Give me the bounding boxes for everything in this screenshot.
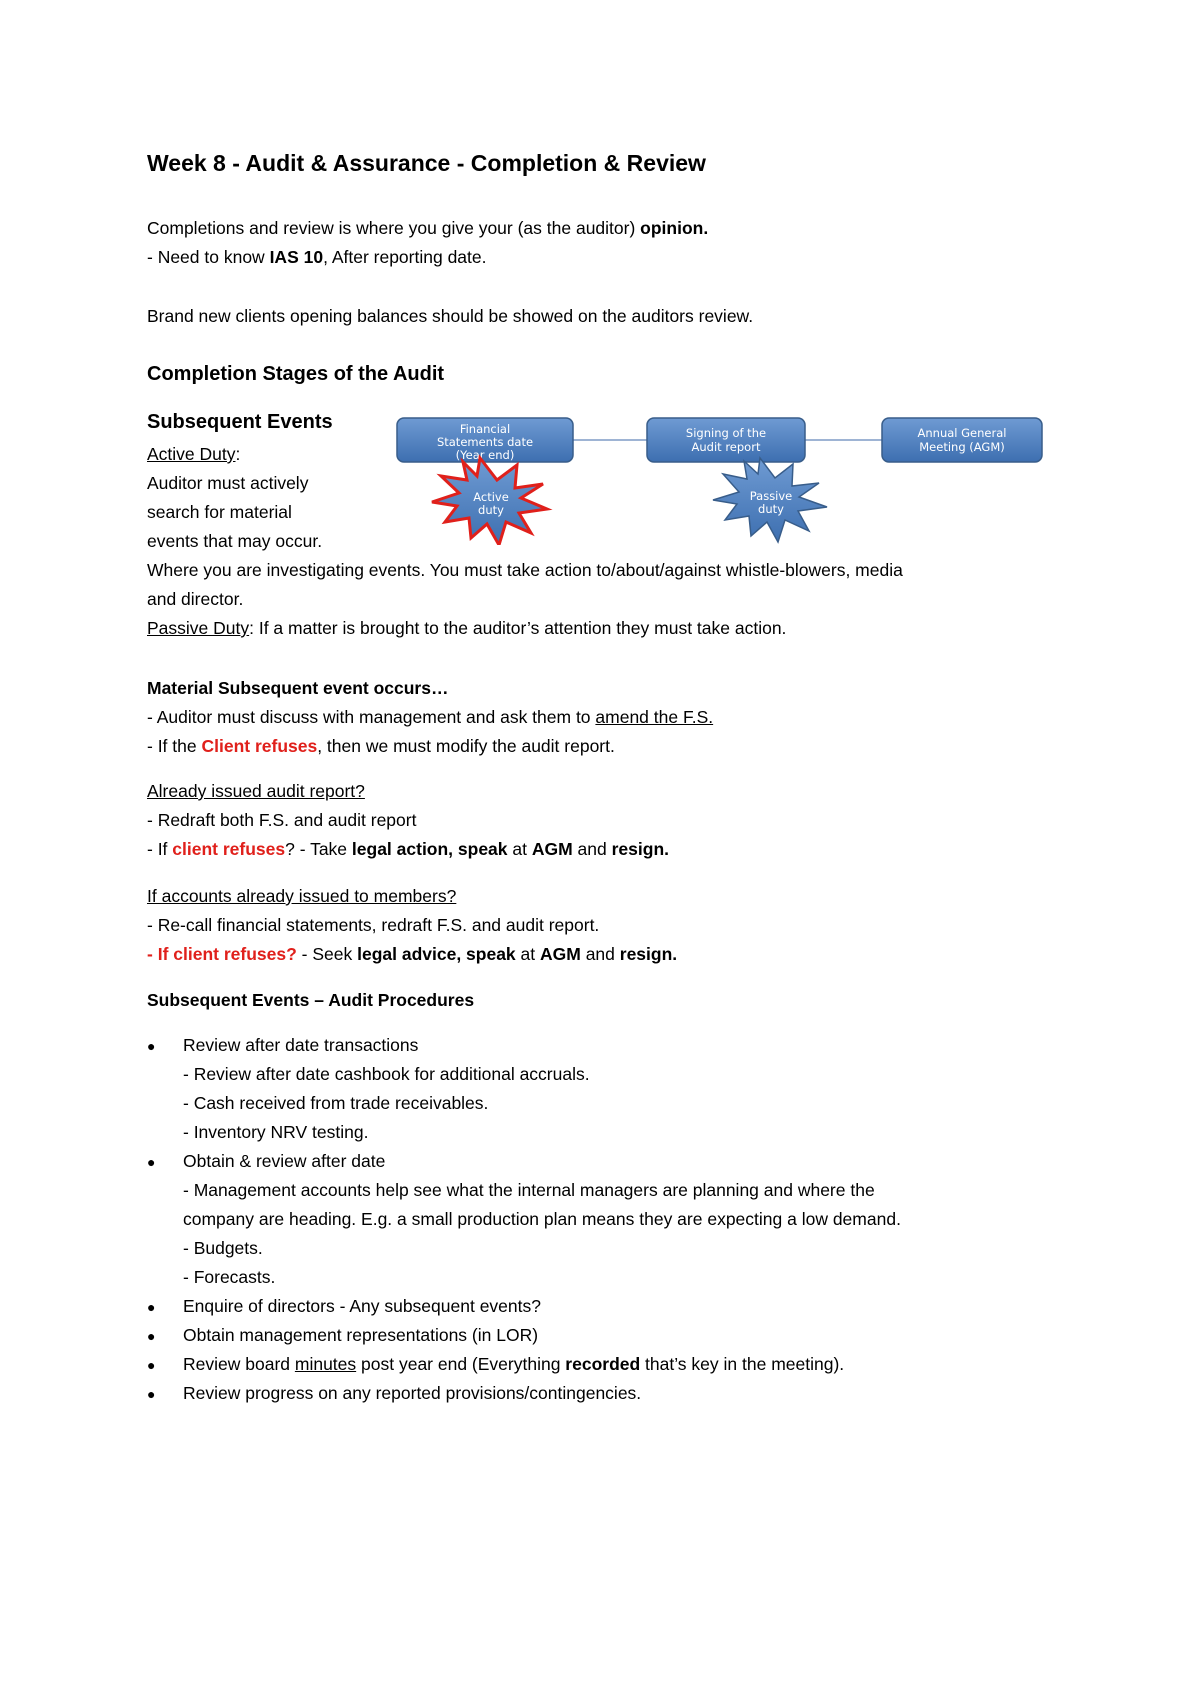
box-label: Annual General xyxy=(917,426,1007,440)
material-heading: Material Subsequent event occurs… xyxy=(147,678,449,698)
opinion-text: opinion. xyxy=(640,218,709,238)
box-label: Signing of the xyxy=(685,426,767,440)
procedure-subitem: - Inventory NRV testing. xyxy=(183,1122,369,1142)
body-text: - If the xyxy=(147,736,202,756)
passive-duty-text: : If a matter is brought to the auditor’s attention they must take action. xyxy=(249,618,787,638)
body-text: and xyxy=(572,839,612,859)
body-text: post year end (Everything xyxy=(356,1354,566,1374)
procedure-subitem: - Budgets. xyxy=(183,1238,263,1258)
client-refuses-text: client refuses xyxy=(172,839,286,859)
box-label: Meeting (AGM) xyxy=(919,440,1005,454)
active-duty-text-5: and director. xyxy=(147,589,244,609)
bullet-icon: ● xyxy=(147,1357,156,1373)
intro-line-2 xyxy=(147,247,487,268)
intro-line-3: Brand new clients opening balances should be showed on the auditors review. xyxy=(147,306,754,326)
intro-line-1 xyxy=(147,218,708,239)
star-label: Passive xyxy=(749,489,793,503)
passive-duty-line xyxy=(147,618,786,639)
page-title: Week 8 - Audit & Assurance - Completion & Review xyxy=(147,150,706,176)
star-label: duty xyxy=(478,503,504,517)
procedure-item: Obtain & review after date xyxy=(183,1151,386,1171)
procedure-item: Review after date transactions xyxy=(183,1035,419,1055)
body-text: Review board xyxy=(183,1354,295,1374)
active-duty-text-2: search for material xyxy=(147,502,292,522)
legal-action-text: legal action, speak xyxy=(351,839,508,859)
body-text: - Auditor must discuss with management and ask them to xyxy=(147,707,596,727)
bullet-icon: ● xyxy=(147,1299,156,1315)
agm-text: AGM xyxy=(540,944,581,964)
members-heading: If accounts already issued to members? xyxy=(147,886,457,906)
agm-box xyxy=(882,418,1042,462)
members-line-1: - Re-call financial statements, redraft F.S. and audit report. xyxy=(147,915,600,935)
body-text: ? - Take xyxy=(285,839,352,859)
bullet-icon: ● xyxy=(147,1386,156,1402)
body-text: at xyxy=(515,944,540,964)
procedure-subitem: - Cash received from trade receivables. xyxy=(183,1093,489,1113)
active-duty-text-3: events that may occur. xyxy=(147,531,323,551)
stages-heading: Completion Stages of the Audit xyxy=(147,363,445,385)
year-end-box xyxy=(397,418,573,462)
procedure-subitem: - Forecasts. xyxy=(183,1267,276,1287)
box-label: Audit report xyxy=(691,440,761,454)
bullet-icon: ● xyxy=(147,1154,156,1170)
body-text: - If xyxy=(147,839,173,859)
procedure-item: Review progress on any reported provisions/contingencies. xyxy=(183,1383,642,1403)
passive-duty-star xyxy=(713,458,827,542)
star-label: Active xyxy=(473,490,509,504)
amend-fs-text: amend the F.S. xyxy=(595,707,714,727)
issued-line-1: - Redraft both F.S. and audit report xyxy=(147,810,417,830)
material-line-2 xyxy=(147,736,615,757)
box-label: (Year end) xyxy=(455,448,515,462)
intro-text: , After reporting date. xyxy=(323,247,487,267)
active-duty-label: Active Duty xyxy=(147,444,236,464)
audit-timeline-diagram xyxy=(395,410,1055,545)
body-text: and xyxy=(580,944,620,964)
body-text: - Seek xyxy=(296,944,358,964)
bullet-icon: ● xyxy=(147,1328,156,1344)
issued-heading: Already issued audit report? xyxy=(147,781,365,801)
recorded-text: recorded xyxy=(565,1354,641,1374)
resign-text: resign. xyxy=(619,944,678,964)
client-refuses-text: If client refuses? xyxy=(157,944,297,964)
client-refuses-text: Client refuses xyxy=(201,736,318,756)
subsequent-events-heading: Subsequent Events xyxy=(147,411,333,433)
box-label: Statements date xyxy=(436,435,534,449)
legal-advice-text: legal advice, speak xyxy=(357,944,516,964)
body-text: that’s key in the meeting). xyxy=(640,1354,845,1374)
procedures-heading: Subsequent Events – Audit Procedures xyxy=(147,990,475,1010)
issued-line-2 xyxy=(147,839,669,860)
agm-text: AGM xyxy=(531,839,573,859)
members-line-2 xyxy=(147,944,677,965)
procedure-subitem: - Review after date cashbook for additional accruals. xyxy=(183,1064,590,1084)
passive-duty-label: Passive Duty xyxy=(147,618,250,638)
procedure-item: Enquire of directors - Any subsequent events? xyxy=(183,1296,541,1316)
body-text: at xyxy=(507,839,532,859)
intro-text: Completions and review is where you give your (as the auditor) xyxy=(147,218,641,238)
star-label: duty xyxy=(758,502,784,516)
minutes-text: minutes xyxy=(294,1354,357,1374)
bullet-icon: ● xyxy=(147,1038,156,1054)
active-duty-text-1: Auditor must actively xyxy=(147,473,309,493)
colon-text: : xyxy=(235,444,241,464)
box-label: Financial xyxy=(459,422,511,436)
intro-text: - Need to know xyxy=(147,247,270,267)
resign-text: resign. xyxy=(611,839,670,859)
procedure-item: Obtain management representations (in LOR) xyxy=(183,1325,539,1345)
procedure-subitem: - Management accounts help see what the internal managers are planning and where the xyxy=(183,1180,875,1200)
procedure-subitem: company are heading. E.g. a small production plan means they are expecting a low demand. xyxy=(183,1209,901,1229)
material-line-1 xyxy=(147,707,713,728)
body-text: , then we must modify the audit report. xyxy=(317,736,615,756)
dash-text: - xyxy=(147,944,158,964)
active-duty-line xyxy=(147,444,240,465)
audit-report-signing-box xyxy=(647,418,805,462)
active-duty-text-4: Where you are investigating events. You must take action to/about/against whistle-blowers, media xyxy=(147,560,903,580)
active-duty-star xyxy=(432,458,547,545)
procedure-item xyxy=(183,1354,844,1375)
ias10-text: IAS 10 xyxy=(269,247,324,267)
